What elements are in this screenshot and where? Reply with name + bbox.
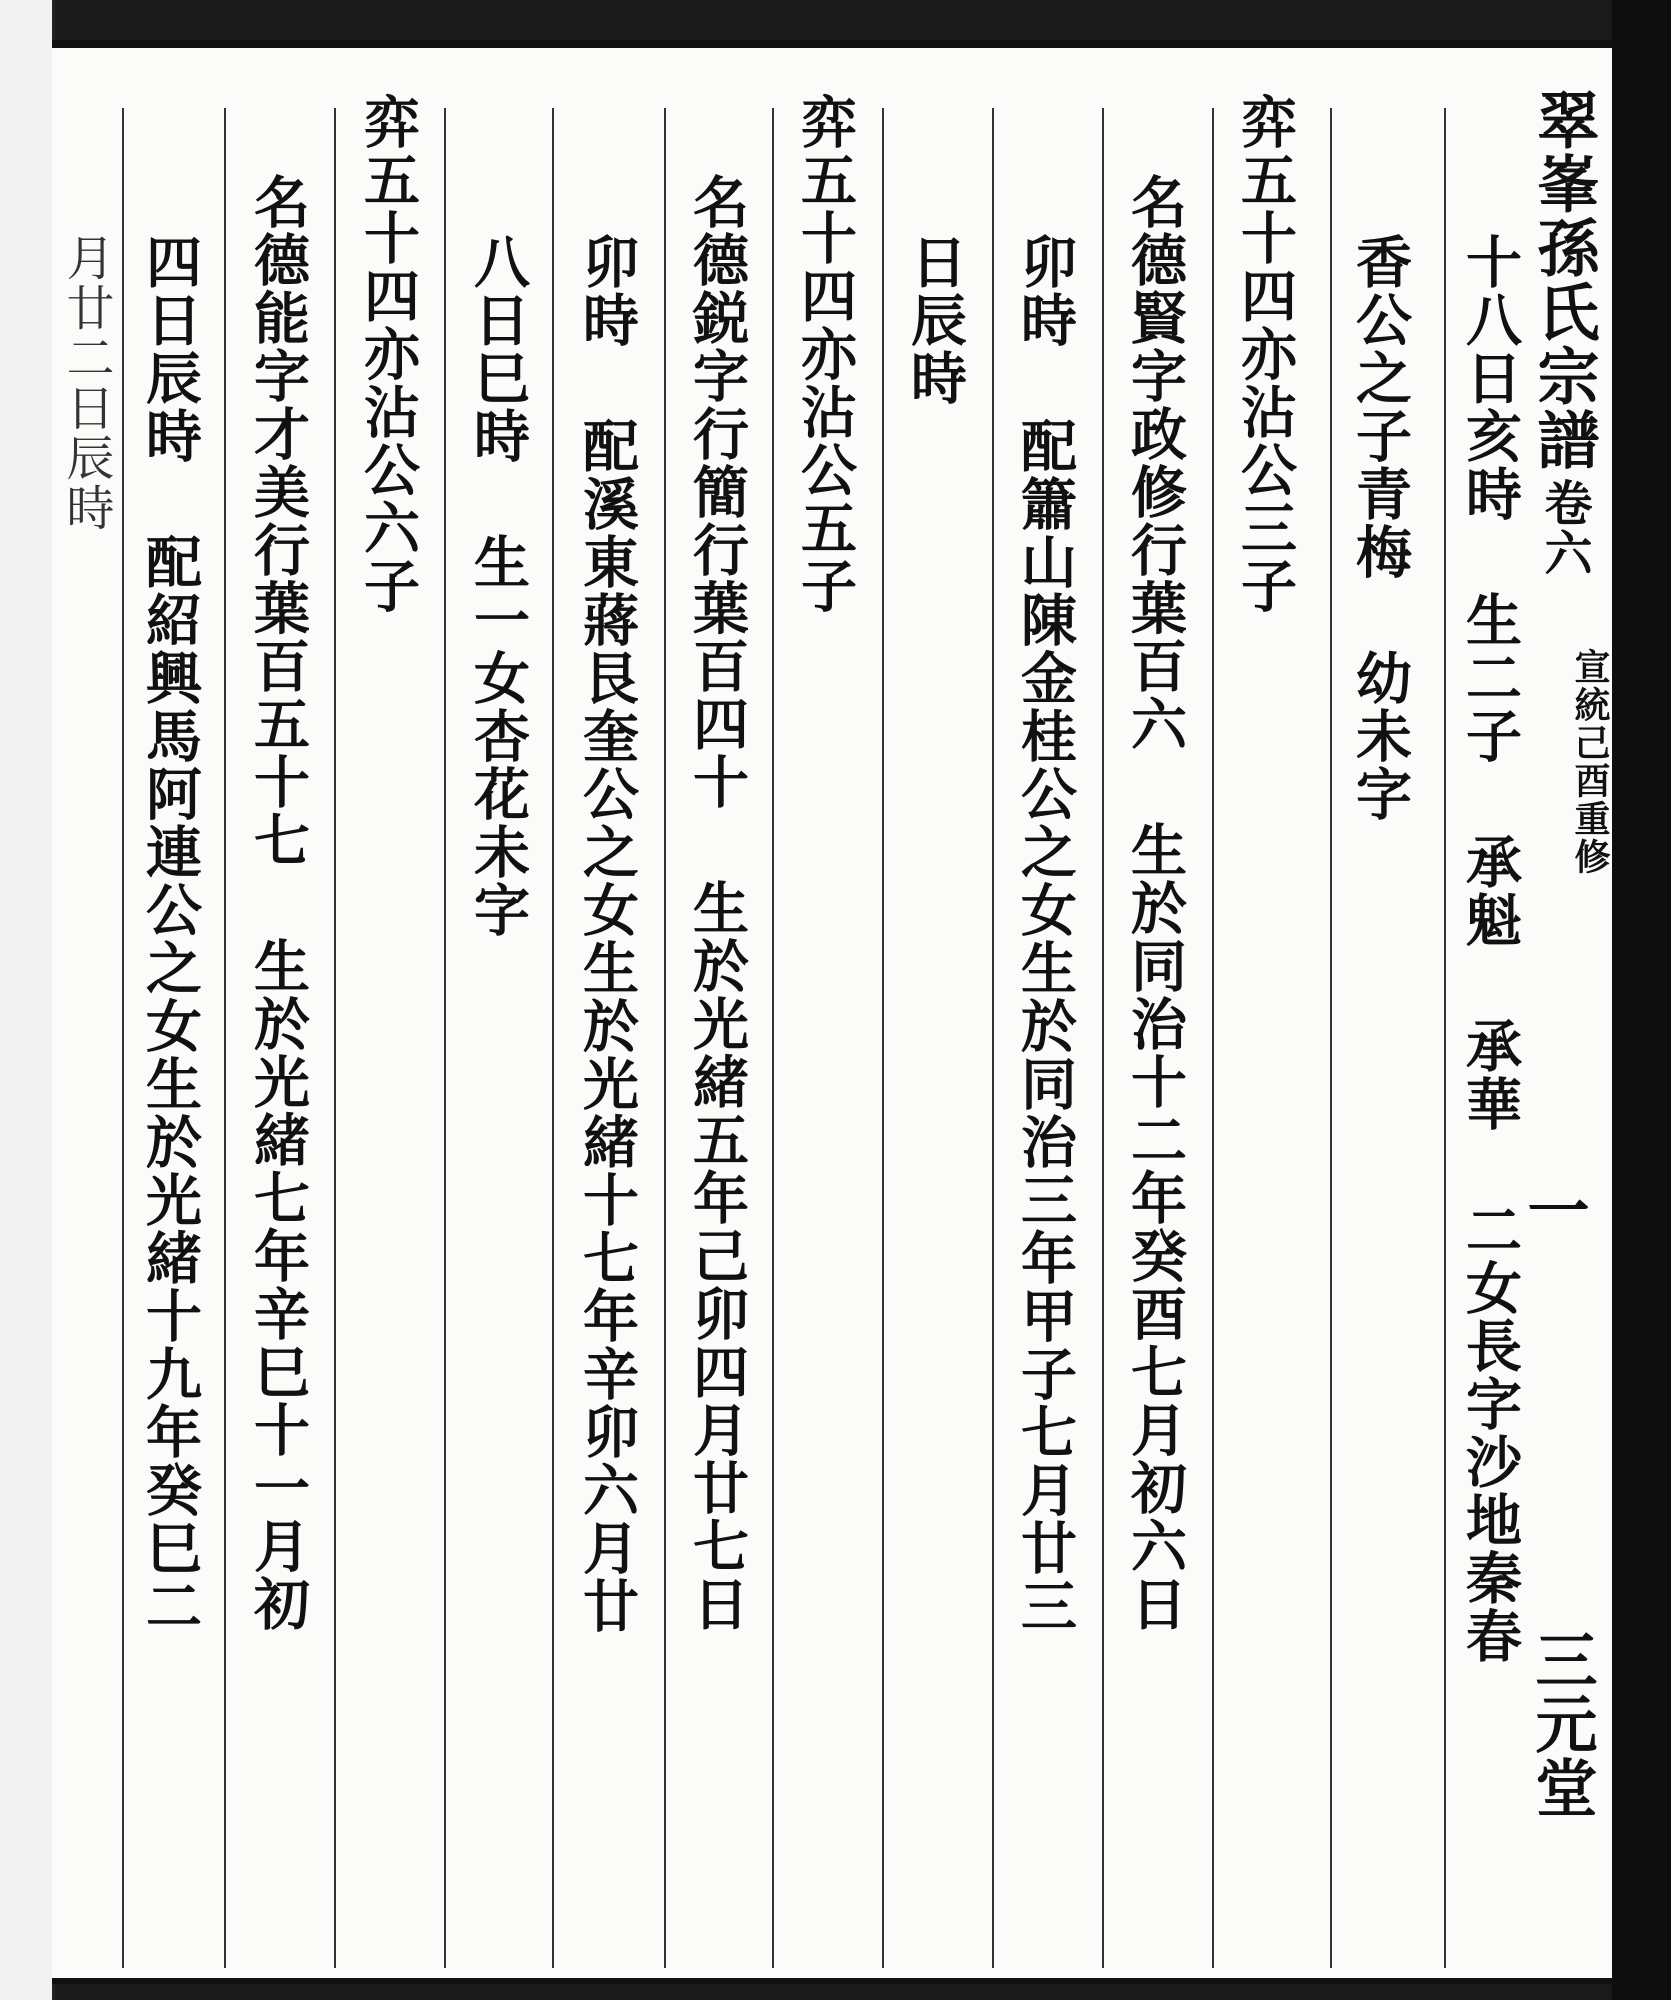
- column-rule: [664, 108, 666, 1968]
- column-rule: [122, 108, 124, 1968]
- right-page-edge: [1612, 0, 1671, 2000]
- edition-note: 宣統己酉重修: [1569, 648, 1611, 876]
- text-column: 弈五十四亦沾公三子: [1232, 93, 1298, 615]
- genealogy-page: [52, 40, 1612, 1984]
- text-column: 弈五十四亦沾公五子: [792, 93, 858, 615]
- text-column: 香公之子青梅 幼未字: [1347, 233, 1413, 823]
- text-column: 名德能字才美行葉百五十七 生於光緒七年辛巳十一月初: [245, 173, 311, 1633]
- column-rule: [1330, 108, 1332, 1968]
- column-rule: [1102, 108, 1104, 1968]
- hall-name: 三元堂: [1525, 1628, 1598, 1820]
- leaf-number: 一: [1517, 1178, 1590, 1242]
- text-column: 弈五十四亦沾公六子: [355, 93, 421, 615]
- text-column: 名德鋭字行簡行葉百四十 生於光緒五年己卯四月廿七日: [684, 173, 750, 1633]
- text-column: 日辰時: [902, 233, 968, 407]
- column-rule: [1444, 108, 1446, 1968]
- left-page-edge: [0, 0, 55, 2000]
- text-column: 八日巳時 生一女杏花未字: [465, 233, 531, 939]
- text-column: 卯時 配簫山陳金桂公之女生於同治三年甲子七月廿三: [1012, 233, 1078, 1635]
- text-column: 四日辰時 配紹興馬阿連公之女生於光緒十九年癸巳二: [137, 233, 203, 1635]
- column-rule: [992, 108, 994, 1968]
- text-column: 卯時 配溪東蔣艮奎公之女生於光緒十七年辛卯六月廿: [574, 233, 640, 1635]
- text-column: 月廿二日辰時: [58, 233, 114, 533]
- column-rule: [444, 108, 446, 1968]
- text-column: 名德賢字政修行葉百六 生於同治十二年癸酉七月初六日: [1122, 173, 1188, 1633]
- volume-label: 卷六: [1536, 478, 1592, 578]
- column-rule: [772, 108, 774, 1968]
- column-rule: [334, 108, 336, 1968]
- book-title: 翠峯孫氏宗譜: [1527, 88, 1600, 472]
- column-rule: [1212, 108, 1214, 1968]
- text-column: 十八日亥時 生二子 承魁 承華 二女長字沙地秦春: [1457, 233, 1523, 1665]
- column-rule: [552, 108, 554, 1968]
- column-rule: [882, 108, 884, 1968]
- column-rule: [224, 108, 226, 1968]
